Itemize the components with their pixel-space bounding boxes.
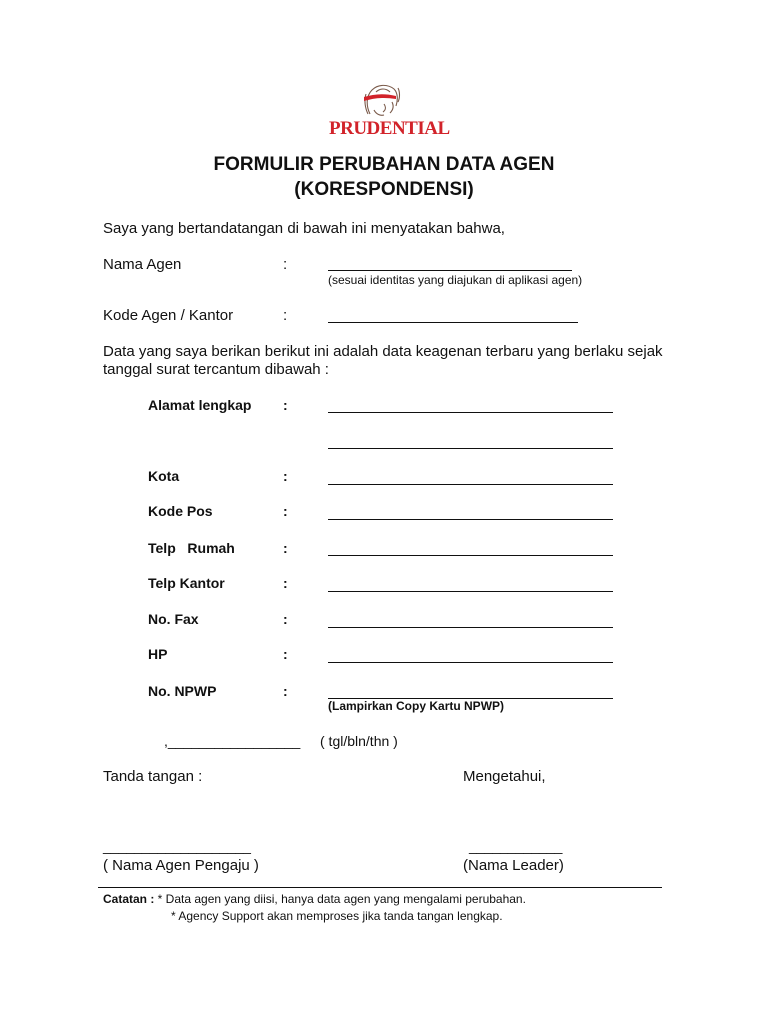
notes-text-1: * Data agen yang diisi, hanya data agen yang mengalami perubahan.: [154, 892, 526, 906]
notes-line2: * Agency Support akan memproses jika tanda tangan lengkap.: [171, 909, 503, 923]
nama-agen-note: (sesuai identitas yang diajukan di aplikasi agen): [328, 273, 583, 287]
field-label-alamat: Alamat lengkap: [148, 397, 252, 413]
date-field[interactable]: ,_________________: [164, 733, 301, 749]
statement-line2: tanggal surat tercantum dibawah :: [103, 361, 329, 378]
alamat-input-line-1[interactable]: [328, 412, 613, 413]
kode-agen-colon: :: [283, 307, 288, 324]
telp-kantor-input-line[interactable]: [328, 591, 613, 592]
logo-wordmark: PRUDENTIAL: [329, 118, 450, 139]
form-title-line2: (KORESPONDENSI): [294, 179, 474, 200]
notes-line1: [103, 892, 526, 906]
npwp-note: (Lampirkan Copy Kartu NPWP): [328, 699, 505, 713]
prudential-logo: [326, 80, 448, 142]
hp-input-line[interactable]: [328, 662, 613, 663]
field-label-kode-pos: Kode Pos: [148, 503, 213, 519]
no-fax-input-line[interactable]: [328, 627, 613, 628]
field-colon: :: [283, 683, 288, 699]
alamat-input-line-2[interactable]: [328, 448, 613, 449]
nama-agen-colon: :: [283, 256, 288, 273]
telp-rumah-input-line[interactable]: [328, 555, 613, 556]
field-colon: :: [283, 611, 288, 627]
field-colon: :: [283, 646, 288, 662]
nama-agen-input-line[interactable]: [328, 270, 572, 271]
date-format-hint: ( tgl/bln/thn ): [320, 733, 398, 749]
field-colon: :: [283, 503, 288, 519]
kode-agen-input-line[interactable]: [328, 322, 578, 323]
leader-name-caption: (Nama Leader): [463, 857, 564, 874]
acknowledged-label: Mengetahui,: [463, 768, 546, 785]
field-label-hp: HP: [148, 646, 168, 662]
kode-pos-input-line[interactable]: [328, 519, 613, 520]
notes-divider: [98, 887, 662, 888]
statement-line1: Data yang saya berikan berikut ini adalah data keagenan terbaru yang berlaku sejak: [103, 343, 663, 360]
kode-agen-label: Kode Agen / Kantor: [103, 307, 234, 324]
field-label-no-npwp: No. NPWP: [148, 683, 217, 699]
field-colon: :: [283, 540, 288, 556]
form-title-line1: FORMULIR PERUBAHAN DATA AGEN: [213, 154, 555, 175]
field-label-telp-rumah: Telp Rumah: [148, 540, 235, 556]
field-label-no-fax: No. Fax: [148, 611, 199, 627]
field-colon: :: [283, 468, 288, 484]
agent-signature-line[interactable]: ___________________: [103, 838, 251, 854]
field-label-telp-kantor: Telp Kantor: [148, 575, 225, 591]
notes-label: Catatan :: [103, 892, 155, 906]
field-colon: :: [283, 397, 288, 413]
field-label-kota: Kota: [148, 468, 180, 484]
agent-name-caption: ( Nama Agen Pengaju ): [103, 857, 259, 874]
field-colon: :: [283, 575, 288, 591]
signature-label: Tanda tangan :: [103, 768, 203, 785]
leader-signature-line[interactable]: ____________: [469, 838, 563, 854]
intro-text: Saya yang bertandatangan di bawah ini menyatakan bahwa,: [103, 220, 505, 237]
kota-input-line[interactable]: [328, 484, 613, 485]
nama-agen-label: Nama Agen: [103, 256, 182, 273]
